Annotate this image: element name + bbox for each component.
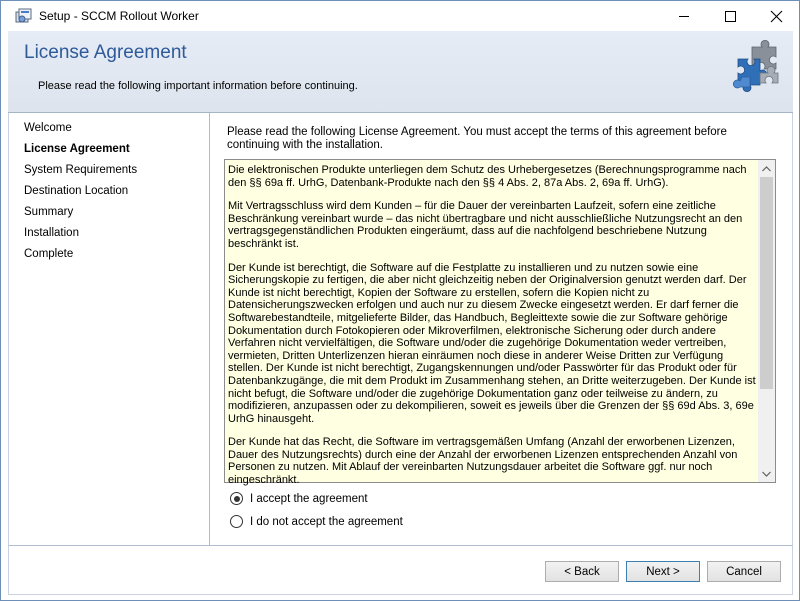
steps-sidebar bbox=[9, 113, 210, 545]
title-bar[interactable] bbox=[1, 1, 799, 31]
chevron-down-icon bbox=[762, 471, 771, 477]
close-icon bbox=[771, 11, 782, 22]
window-title: Setup - SCCM Rollout Worker bbox=[39, 9, 199, 23]
page-title: License Agreement bbox=[24, 42, 187, 63]
sidebar-item-summary: Summary bbox=[24, 206, 74, 218]
page-subtitle: Please read the following important information before continuing. bbox=[38, 80, 358, 92]
maximize-button[interactable] bbox=[707, 1, 753, 31]
license-paragraph: Der Kunde ist berechtigt, die Software auf die Festplatte zu installieren und zu nutzen sowie eine Sicherungskopie zu fertigen, die aber nicht gleichzeitig neben der Originalversion genutzt werden darf. Der Kunde ist nicht berechtigt, Kopien der Software zu erstellen, sofern die Kopien nicht zu Datensicherungszwecken erfolgen und auch nur zu diesem Zwecke eingesetzt werden. Er darf ferner die Softwarebestandteile, mitgelieferte Bilder, das Handbuch, Begleittexte sowie die zur Software gehörige Dokumentation durch Fotokopieren oder Mikroverfilmen, elektronische Sicherung oder durch andere Verfahren nicht vervielfältigen, die Software und/oder die zugehörige Dokumentation weder vertreiben, vermieten, Dritten Unterlizenzen hieran einräumen noch diese in anderer Weise Dritten zur Verfügung stellen. Der Kunde ist nicht berechtigt, Zugangskennungen und/oder Passwörter für das Produkt oder für Datenbankzugänge, die mit dem Produkt im Zusammenhang stehen, an Dritte weiterzugeben. Der Kunde ist nicht befugt, die Software und/oder die zugehörige Dokumentation ganz oder teilweise zu ändern, zu modifizieren, anzupassen oder zu dekompilieren, soweit es jeweils über die Grenzen der §§ 69d Abs. 3, 69e UrhG hinausgeht. bbox=[228, 261, 756, 425]
back-button[interactable]: < Back bbox=[545, 561, 619, 582]
license-paragraph: Mit Vertragsschluss wird dem Kunden – für die Dauer der vereinbarten Laufzeit, sofern eine zeitliche Beschränkung vereinbart wurde – das nicht übertragbare und nicht ausschließliche Nutzungsrecht an den vertragsgegenständlichen Produkten eingeräumt, dass auf die nachfolgend beschriebene Nutzung beschränkt ist. bbox=[228, 200, 743, 250]
chevron-up-icon bbox=[762, 166, 771, 172]
accept-label: I accept the agreement bbox=[250, 492, 368, 505]
puzzle-icon bbox=[732, 43, 782, 93]
scroll-down-button[interactable] bbox=[758, 465, 775, 482]
sidebar-item-welcome: Welcome bbox=[24, 122, 72, 134]
accept-option[interactable] bbox=[230, 492, 368, 505]
sidebar-item-destination-location: Destination Location bbox=[24, 185, 129, 197]
scroll-up-button[interactable] bbox=[758, 160, 775, 177]
maximize-icon bbox=[725, 11, 736, 22]
license-intro-text: Please read the following License Agreement. You must accept the terms of this agreement before continuing with the installation. bbox=[227, 126, 727, 151]
sidebar-item-system-requirements: System Requirements bbox=[24, 164, 138, 176]
next-button[interactable]: Next > bbox=[626, 561, 700, 582]
decline-label: I do not accept the agreement bbox=[250, 515, 403, 528]
wizard-footer bbox=[8, 545, 793, 595]
cancel-button[interactable]: Cancel bbox=[707, 561, 781, 582]
setup-icon bbox=[15, 8, 33, 24]
minimize-button[interactable] bbox=[661, 1, 707, 31]
license-text-box[interactable] bbox=[224, 159, 776, 487]
sidebar-item-license-agreement: License Agreement bbox=[24, 143, 130, 155]
close-button[interactable] bbox=[753, 1, 799, 31]
wizard-header bbox=[8, 31, 793, 113]
decline-option[interactable] bbox=[230, 515, 403, 528]
minimize-icon bbox=[679, 11, 690, 22]
license-paragraph: Die elektronischen Produkte unterliegen dem Schutz des Urhebergesetzes (Berechnungsprogramme nach den §§ 69a ff. UrhG, Datenbank-Produkte nach den §§ 4 Abs. 2, 87a Abs. 2, 69a ff. UrhG). bbox=[228, 164, 747, 189]
accept-radio[interactable] bbox=[230, 492, 243, 505]
license-paragraph: Der Kunde hat das Recht, die Software im vertragsgemäßen Umfang (Anzahl der erworbenen Lizenzen, Dauer des Nutzungsrechts) durch eine der Anzahl der erworbenen Lizenzen entsprechenden Anzahl von Personen zu nutzen. Mit Ablauf der vereinbarten Nutzungsdauer arbeitet die Software ggf. nur noch eingeschränkt. bbox=[228, 436, 738, 487]
license-scrollbar[interactable] bbox=[758, 160, 775, 482]
license-text bbox=[228, 164, 760, 487]
wizard-body bbox=[8, 113, 793, 545]
decline-radio[interactable] bbox=[230, 515, 243, 528]
sidebar-item-installation: Installation bbox=[24, 227, 79, 239]
sidebar-item-complete: Complete bbox=[24, 248, 74, 260]
scroll-thumb[interactable] bbox=[760, 177, 773, 389]
